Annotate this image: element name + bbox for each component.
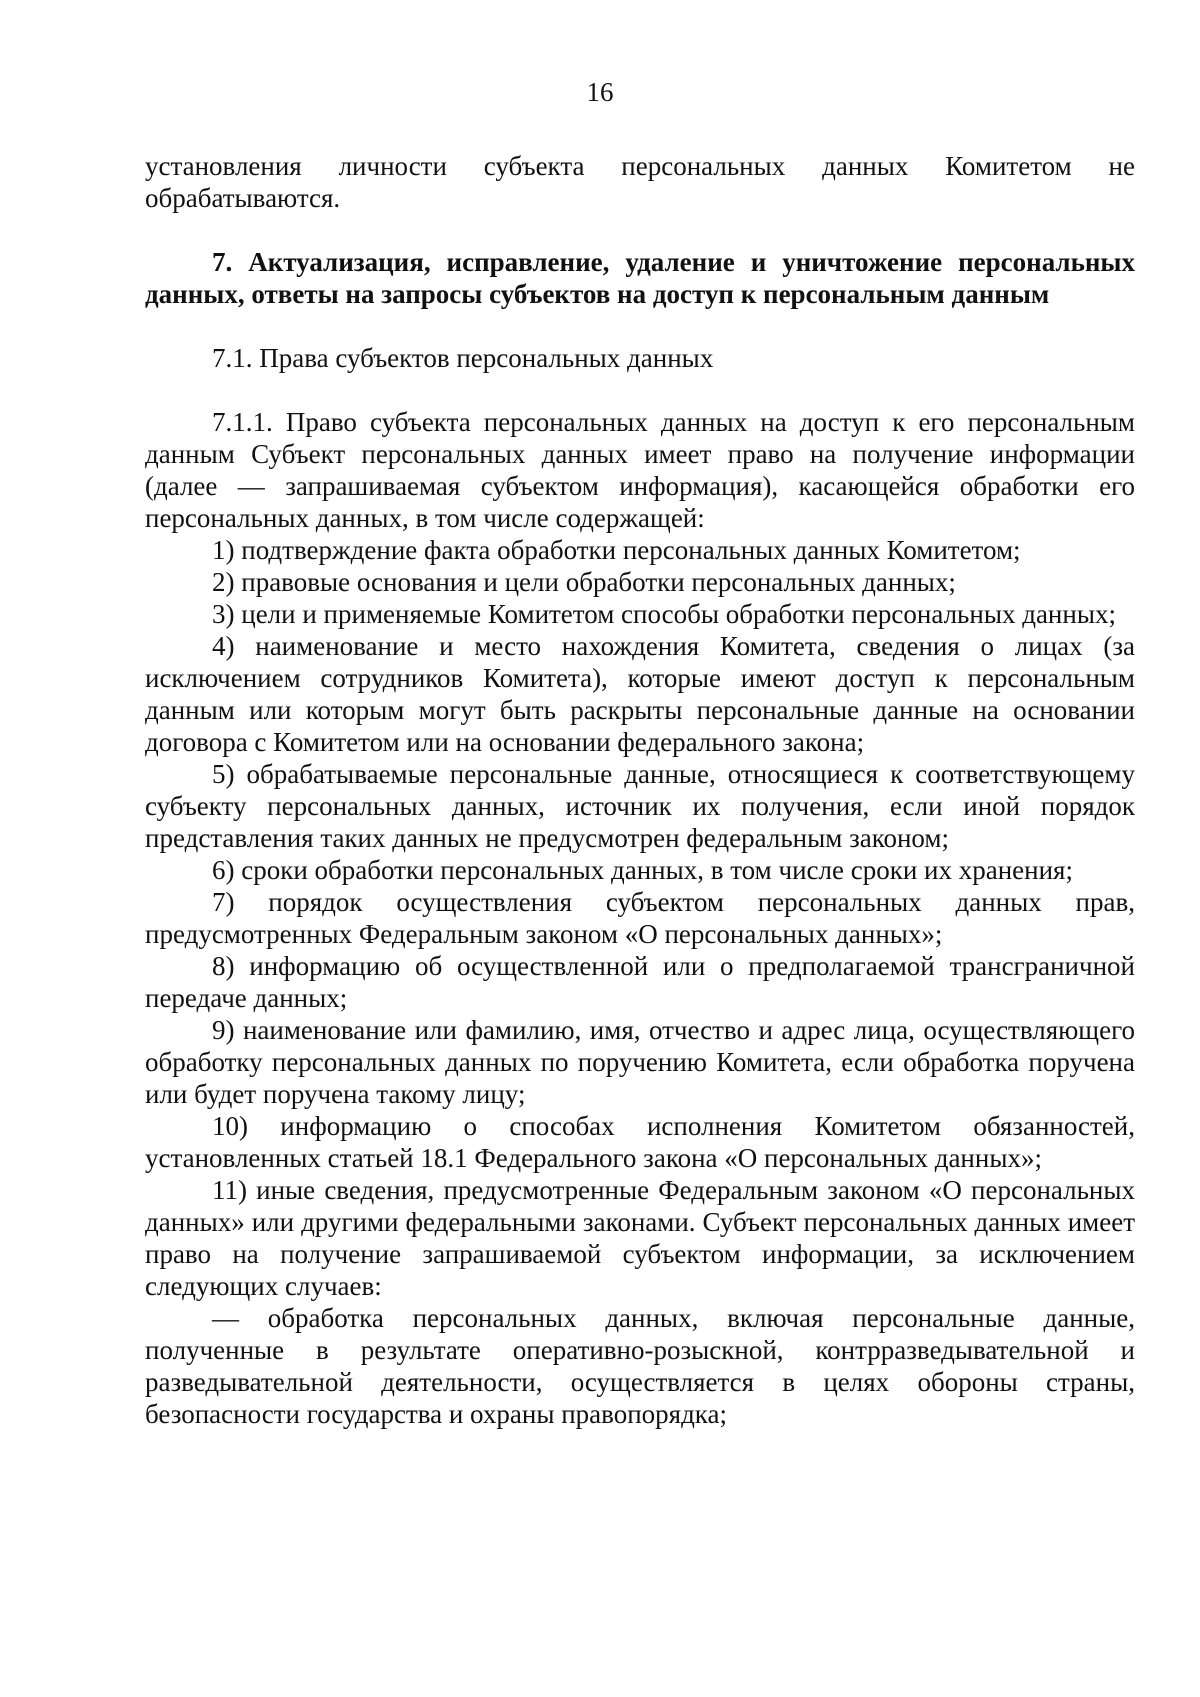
list-item: 7) порядок осуществления субъектом персональных данных прав, предусмотренных Федеральным законом «О персональных данных»; xyxy=(145,887,1135,949)
list-item: 8) информацию об осуществленной или о предполагаемой трансграничной передаче данных; xyxy=(145,951,1135,1013)
document-body xyxy=(145,150,1135,1430)
list-item: 3) цели и применяемые Комитетом способы обработки персональных данных; xyxy=(212,599,1116,629)
list-item: 10) информацию о способах исполнения Комитетом обязанностей, установленных статьей 18.1 Федерального закона «О персональных данных»; xyxy=(145,1111,1135,1173)
intro-paragraph: 7.1.1. Право субъекта персональных данных на доступ к его персональным данным Субъект персональных данных имеет право на получение информации (далее — запрашиваемая субъектом информация), касающейся обработки его персональных данных, в том числе содержащей: xyxy=(145,407,1135,533)
section-heading: 7. Актуализация, исправление, удаление и уничтожение персональных данных, ответы на запросы субъектов на доступ к персональным данным xyxy=(145,247,1135,309)
list-item: 5) обрабатываемые персональные данные, относящиеся к соответствующему субъекту персональных данных, источник их получения, если иной порядок представления таких данных не предусмотрен федеральным законом; xyxy=(145,759,1135,853)
list-item: 4) наименование и место нахождения Комитета, сведения о лицах (за исключением сотрудников Комитета), которые имеют доступ к персональным данным или которым могут быть раскрыты персональные данные на основании договора с Комитетом или на основании федерального закона; xyxy=(145,631,1135,757)
dash-item: — обработка персональных данных, включая персональные данные, полученные в результате оперативно-розыскной, контрразведывательной и разведывательной деятельности, осуществляется в целях обороны страны, безопасности государства и охраны правопорядка; xyxy=(145,1303,1135,1429)
list-item: 6) сроки обработки персональных данных, в том числе сроки их хранения; xyxy=(212,855,1073,885)
page-number: 16 xyxy=(586,77,614,107)
list-item: 9) наименование или фамилию, имя, отчество и адрес лица, осуществляющего обработку персональных данных по поручению Комитета, если обработка поручена или будет поручена такому лицу; xyxy=(145,1015,1135,1109)
list-item: 2) правовые основания и цели обработки персональных данных; xyxy=(212,567,956,597)
continuation-paragraph: установления личности субъекта персональных данных Комитетом не обрабатываются. xyxy=(145,151,1135,213)
list-item: 11) иные сведения, предусмотренные Федеральным законом «О персональных данных» или другими федеральными законами. Субъект персональных данных имеет право на получение запрашиваемой субъектом информации, за исключением следующих случаев: xyxy=(145,1175,1135,1301)
subsection-title: 7.1. Права субъектов персональных данных xyxy=(212,343,714,373)
list-item: 1) подтверждение факта обработки персональных данных Комитетом; xyxy=(212,535,1021,565)
